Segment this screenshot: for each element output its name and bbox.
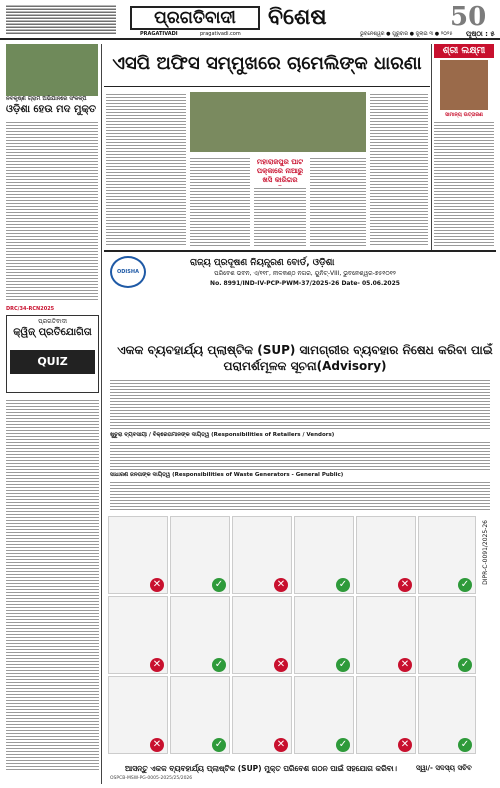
lead-headline: ଏସପି ଅଫିସ ସମ୍ମୁଖରେ ଚାମେଲିଙ୍କ ଧାରଣା	[112, 53, 422, 74]
lead-column-2	[190, 156, 250, 247]
cross-icon: ✕	[274, 738, 288, 752]
right-story-headline: ଶ୍ରୀ ଲକ୍ଷ୍ମୀ	[434, 44, 494, 58]
quiz-code: DRC/34-RCN2025	[6, 306, 55, 312]
cross-icon: ✕	[150, 658, 164, 672]
lead-column-4	[370, 92, 428, 247]
check-icon: ✓	[336, 658, 350, 672]
sup-items-grid	[108, 516, 476, 756]
notice-title: ଏକକ ବ୍ୟବହାର୍ଯ୍ୟ ପ୍ଲାଷ୍ଟିକ (SUP) ସାମଗ୍ରୀର ବ୍ୟବହାର ନିଷେଧ କରିବା ପାଇଁ ପରାମର୍ଶମୂଳକ ସୂଚନା(Advisory)	[117, 343, 493, 373]
date-line: ଭୁବନେଶ୍ୱର ● ଗୁରୁବାର ● ଜୁଲାଇ ୩ ● ୨୦୨୫	[360, 31, 453, 37]
edition-text	[6, 4, 116, 34]
left-story-kicker: ନବକୃଷ୍ଣ ଗ୍ରାମ ଅଭିଯାନରେ ସଂକଳ୍ପ	[6, 96, 87, 102]
newspaper-logo[interactable]: ପ୍ରଗତିବାଦୀ	[130, 6, 260, 30]
lead-column-3	[310, 156, 366, 247]
logo-subtitle: PRAGATIVADI	[140, 31, 178, 37]
lead-column-1	[106, 92, 186, 247]
public-heading: ସାଧାରଣ ଜନତାଙ୍କ ଦାୟିତ୍ୱ (Responsibilities of Waste Generators - General Public)	[110, 472, 344, 478]
anniversary-logo: 50	[450, 2, 487, 32]
cross-icon: ✕	[150, 578, 164, 592]
quiz-subtitle: କ୍ୱିଜ୍ ପ୍ରତିଯୋଗିତା	[13, 327, 92, 338]
board-reference: No. 8991/IND-IV-PCP-PWM-37/2025-26 Date- 05.06.2025	[210, 280, 400, 287]
cross-icon: ✕	[274, 658, 288, 672]
check-icon: ✓	[212, 738, 226, 752]
page-number: ପୃଷ୍ଠା : ୫	[466, 30, 495, 38]
board-name: ରାଜ୍ୟ ପ୍ରଦୂଷଣ ନିୟନ୍ତ୍ରଣ ବୋର୍ଡ, ଓଡ଼ିଶା	[190, 258, 335, 268]
column-rule	[101, 44, 102, 784]
retailer-body	[110, 440, 490, 470]
dipr-code: DIPR-C-0091/2025-26	[482, 520, 489, 585]
board-address: ପରିବେଶ ଭବନ, ଏ/୧୧୮, ନୀଳକଣ୍ଠ ନଗର, ୟୁନିଟ୍-VIII, ଭୁବନେଶ୍ୱର-୭୫୧୦୧୨	[214, 270, 396, 277]
check-icon: ✓	[212, 658, 226, 672]
signer: ସ୍ୱା/- ସଦସ୍ୟ ସଚିବ	[416, 764, 472, 772]
check-icon: ✓	[336, 738, 350, 752]
left-story-body	[6, 120, 98, 302]
right-story-body	[434, 120, 494, 248]
quiz-questions	[6, 398, 99, 770]
center-story-headline: ମହାରାଜପୁର ଘାଟ ପକ୍କାରେ ନାଆରୁ ଖସି କାରିଗର	[256, 158, 304, 184]
left-story-photo	[6, 44, 98, 96]
check-icon: ✓	[212, 578, 226, 592]
board-emblem: ODISHA	[110, 256, 146, 288]
quiz-title: QUIZ COMPETITION	[10, 350, 95, 374]
notice-body	[110, 378, 490, 430]
cross-icon: ✕	[274, 578, 288, 592]
check-icon: ✓	[458, 658, 472, 672]
footer-slogan: ଆସନ୍ତୁ ଏକକ ବ୍ୟବହାର୍ଯ୍ୟ ପ୍ଲାଷ୍ଟିକ (SUP) ମୁକ୍ତ ପରିବେଶ ଗଠନ ପାଇଁ ସହଯୋଗ କରିବା।	[125, 764, 397, 773]
side-code: OSPCB-MSW-PG-0005-2025/25/2026	[110, 776, 193, 781]
lead-protest-photo	[190, 92, 366, 152]
headline-rule	[104, 86, 430, 87]
logo-url: pragativadi.com	[200, 31, 241, 37]
right-story-caption: ସାମାନ୍ୟ ଉତ୍ତାରଣ	[445, 112, 483, 118]
cross-icon: ✕	[398, 738, 412, 752]
public-body	[110, 480, 490, 510]
advert-top-rule	[104, 250, 496, 252]
cross-icon: ✕	[150, 738, 164, 752]
check-icon: ✓	[336, 578, 350, 592]
cross-icon: ✕	[398, 658, 412, 672]
check-icon: ✓	[458, 578, 472, 592]
check-icon: ✓	[458, 738, 472, 752]
quiz-label: ପ୍ରଗତିବାଦୀ	[38, 318, 67, 325]
left-story-headline: ଓଡ଼ିଶା ହେଉ ମଦ ମୁକ୍ତ	[6, 104, 96, 115]
right-column-rule	[431, 44, 432, 250]
cross-icon: ✕	[398, 578, 412, 592]
retailer-heading: ଖୁଚୁରା ବ୍ୟବସାୟୀ / ବିକ୍ରେତାମାନଙ୍କ ଦାୟିତ୍ୱ (Responsibilities of Retailers / Vendors)	[110, 432, 335, 438]
center-story-body	[254, 186, 306, 247]
section-title: ବିଶେଷ	[268, 5, 327, 30]
right-story-portrait	[440, 60, 488, 110]
